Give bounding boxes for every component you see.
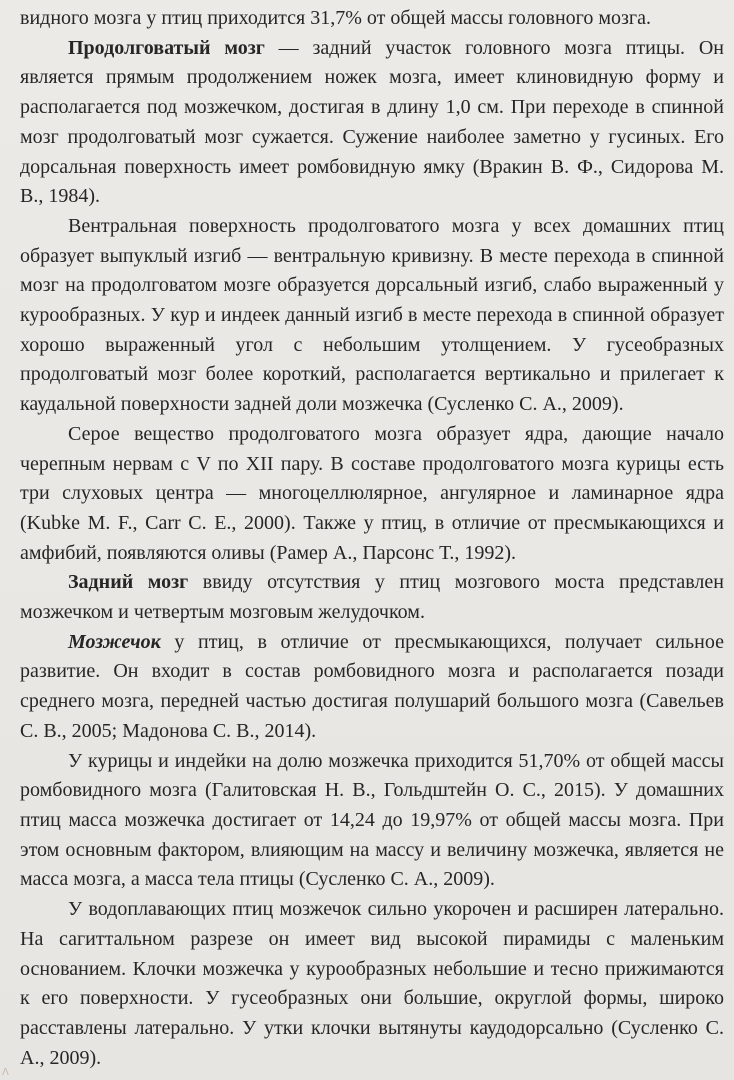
paragraph-medulla-oblongata [20, 34, 724, 212]
paragraph-continuation [20, 4, 724, 34]
corner-mark: Λ [2, 1067, 9, 1078]
paragraph-waterfowl [20, 895, 724, 1073]
paragraph-text: — задний участок головного мозга птицы. Он является прямым продолжением ножек мозга, имеет клиновидную форму и располагается под мозжечком, достигая в длину 1,0 см. При переходе в спинной мозг продолговатый мозг сужается. Сужение наиболее заметно у гусиных. Его дорсальная поверхность имеет ромбовидную ямку (Вракин В. Ф., Сидорова М. В., 1984). [20, 36, 724, 208]
paragraph-text: У курицы и индейки на долю мозжечка приходится 51,70% от общей массы ромбовидного мозга (Галитовская Н. В., Гольдштейн О. С., 2015). У домашних птиц масса мозжечка достигает от 14,24 до 19,97% от общей массы мозга. При этом основным фактором, влияющим на массу и величину мозжечка, является не масса мозга, а масса тела птицы (Сусленко С. А., 2009). [20, 749, 724, 891]
paragraph-cerebellum-mass [20, 747, 724, 896]
paragraph-cerebellum [20, 628, 724, 747]
paragraph-grey-matter [20, 420, 724, 569]
paragraph-text: Серое вещество продолговатого мозга образует ядра, дающие начало черепным нервам с V по XII пару. В составе продолговатого мозга курицы есть три слуховых центра — многоцеллюлярное, ангулярное и ламинарное ядра (Kubke M. F., Carr C. E., 2000). Также у птиц, в отличие от пресмыкающихся и амфибий, появляются оливы (Рамер А., Парсонс Т., 1992). [20, 422, 724, 564]
paragraph-text: ввиду отсутствия у птиц мозгового моста представлен мозжечком и четвертым мозговым желудочком. [20, 571, 724, 624]
paragraph-text: У водоплавающих птиц мозжечок сильно укорочен и расширен латерально. На сагиттальном разрезе он имеет вид высокой пирамиды с маленьким основанием. Клочки мозжечка у курообразных небольшие и тесно прижимаются к его поверхности. У гусеобразных они большие, округлой формы, широко расставлены латерально. У утки клочки вытянуты каудодорсально (Сусленко С. А., 2009). [20, 898, 724, 1069]
paragraph-text: Вентральная поверхность продолговатого мозга у всех домашних птиц образует выпуклый изгиб — вентральную кривизну. В месте перехода в спинной мозг на продолговатом мозге образуется дорсальный изгиб, слабо выраженный у курообразных. У кур и индеек данный изгиб в месте перехода в спинной образует хорошо выраженный угол с небольшим утолщением. У гусеобразных продолговатый мозг более короткий, располагается вертикально и прилегает к каудальной поверхности задней доли мозжечка (Сусленко С. А., 2009). [20, 214, 724, 416]
paragraph-text: у птиц, в отличие от пресмыкающихся, получает сильное развитие. Он входит в состав ромбовидного мозга и располагается позади среднего мозга, передней частью достигая полушарий большого мозга (Савельев С. В., 2005; Мадонова С. В., 2014). [20, 630, 724, 742]
paragraph-hindbrain [20, 568, 724, 627]
term-heading: Мозжечок [68, 630, 161, 653]
term-heading: Продолговатый мозг [68, 36, 265, 59]
paragraph-text: видного мозга у птиц приходится 31,7% от общей массы головного мозга. [20, 7, 652, 29]
paragraph-ventral-surface [20, 212, 724, 420]
term-heading: Задний мозг [68, 571, 189, 594]
